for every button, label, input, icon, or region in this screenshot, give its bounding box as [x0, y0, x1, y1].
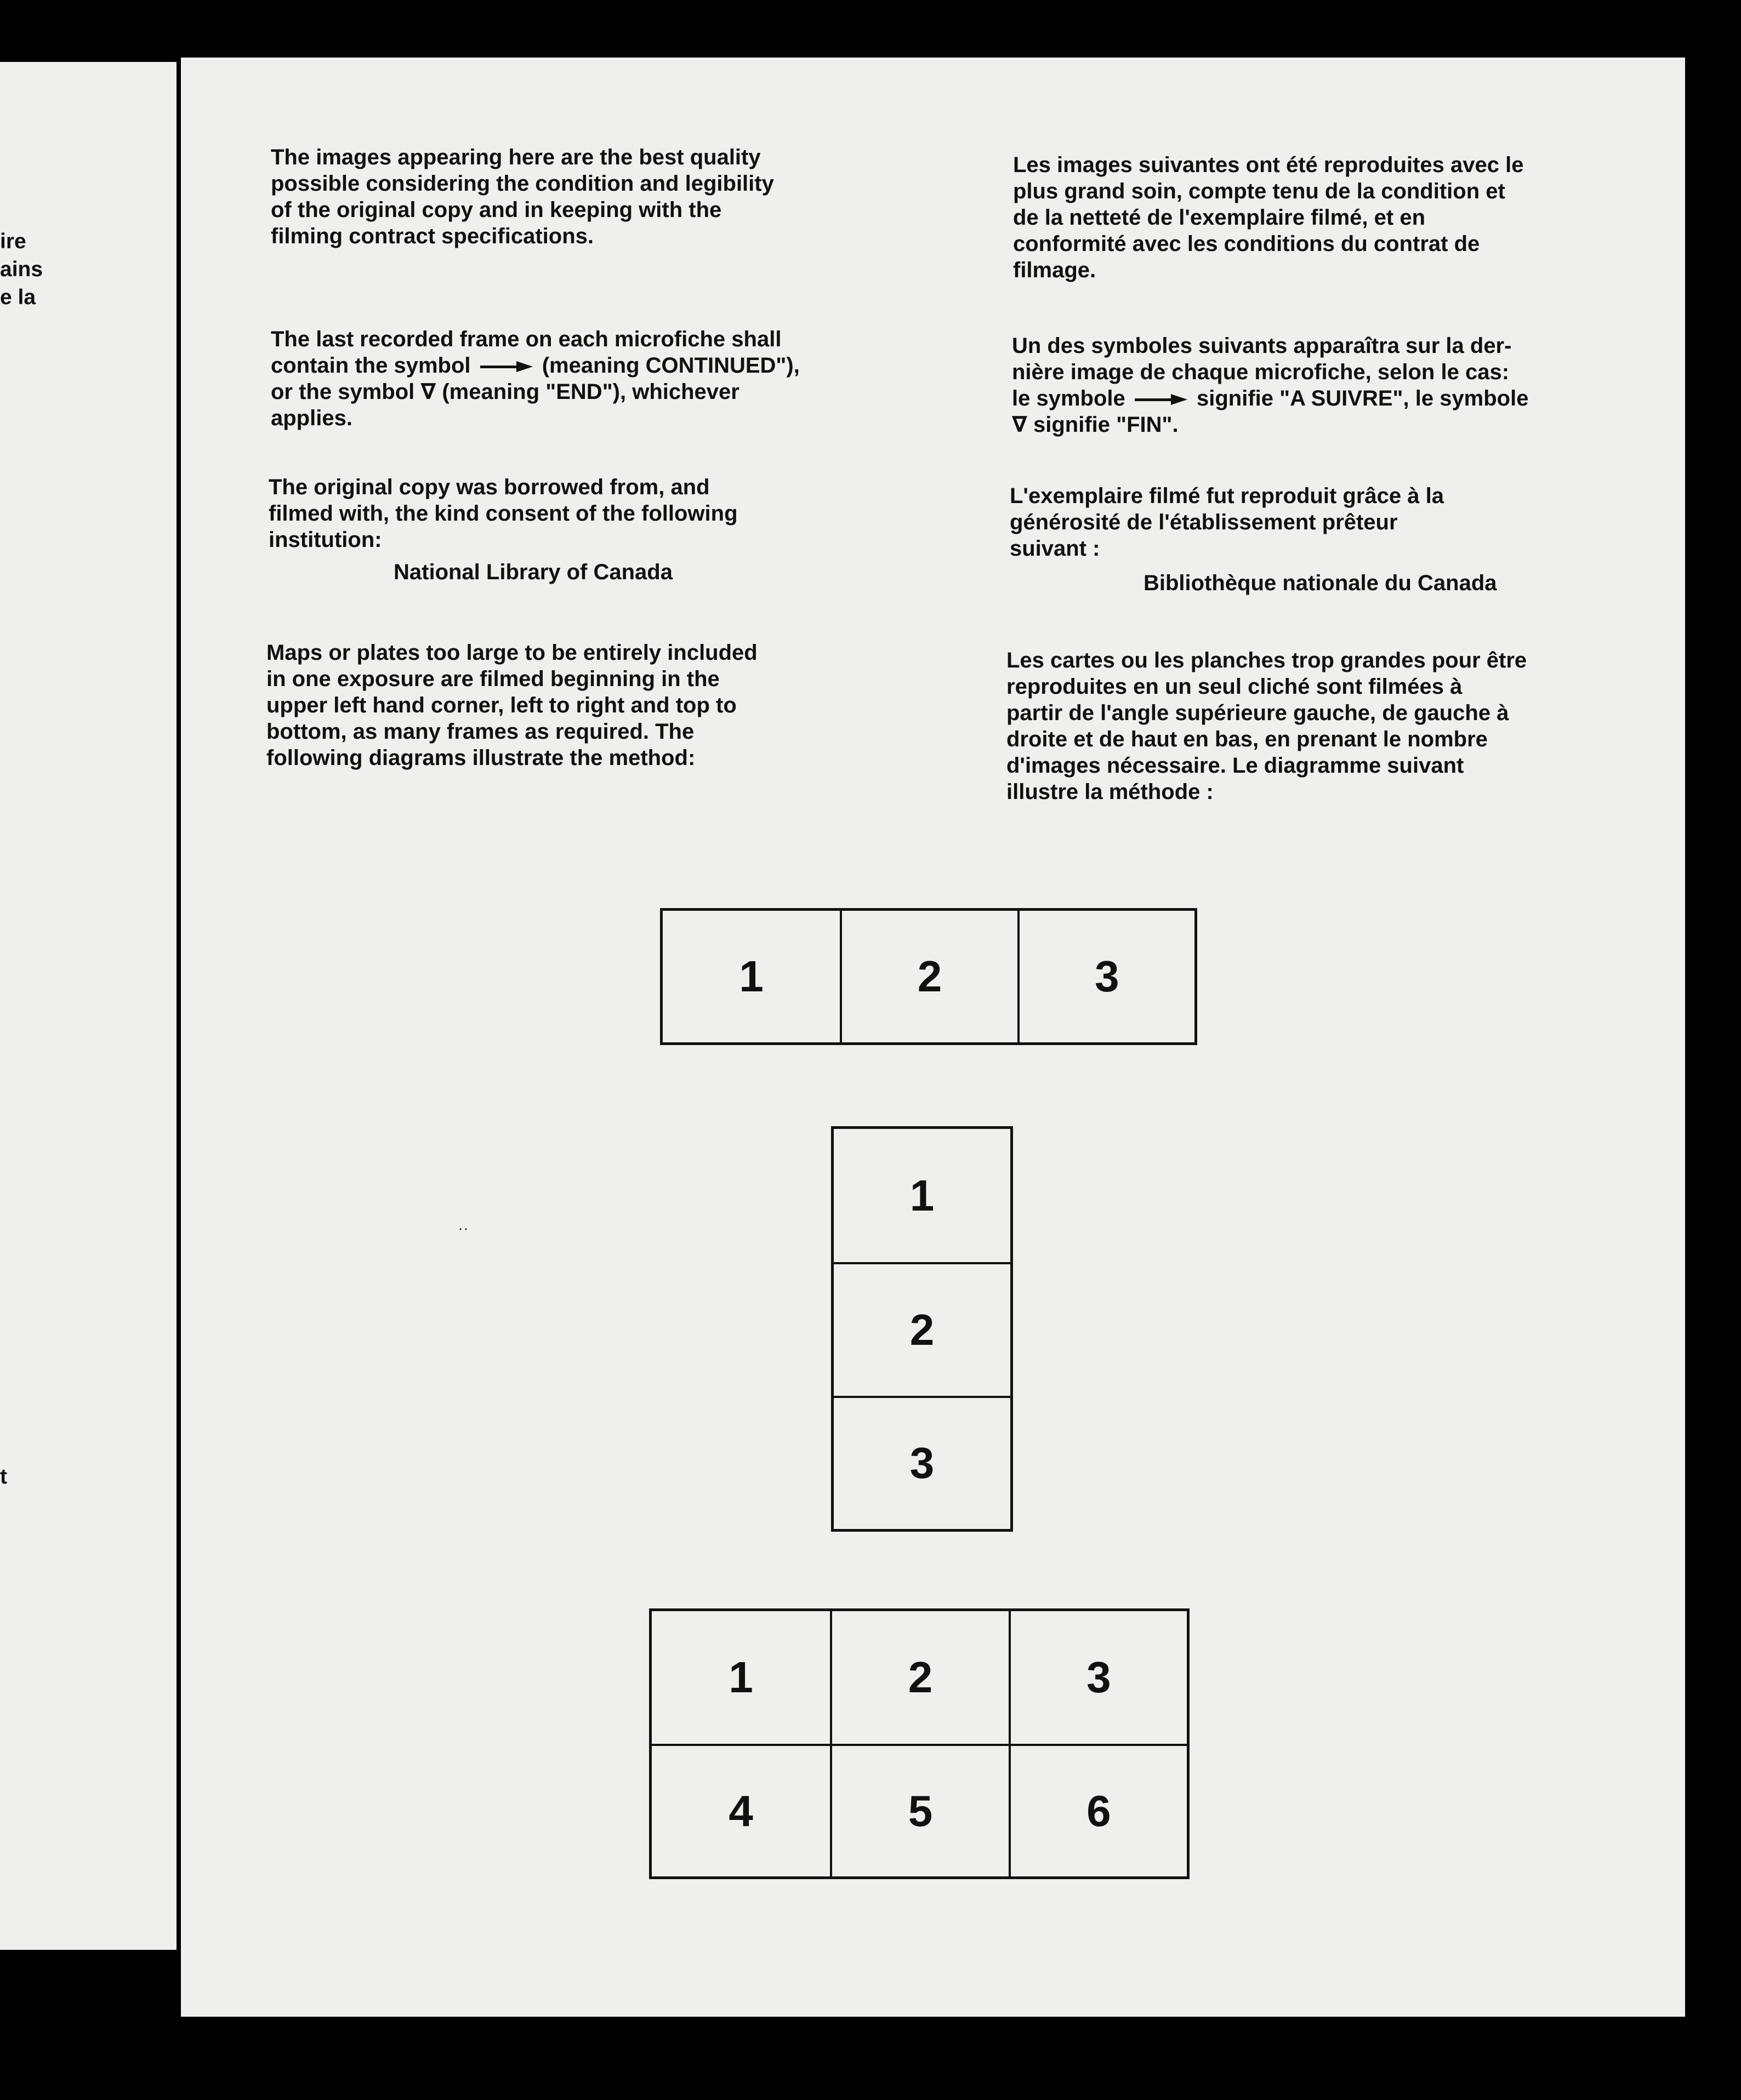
english-paragraph-quality	[271, 144, 774, 249]
text-line: Maps or plates too large to be entirely included	[266, 641, 758, 665]
text-line: suivant :	[1010, 537, 1100, 561]
frame-cell: 1	[739, 952, 764, 1001]
main-page	[181, 58, 1685, 2017]
frame-cell: 2	[834, 1262, 1010, 1395]
text-line: Les cartes ou les planches trop grandes pour être	[1006, 648, 1527, 672]
frame-cell: 1	[729, 1653, 753, 1702]
text-segment: contain the symbol	[271, 353, 477, 378]
text-line: filming contract specifications.	[271, 224, 594, 248]
french-paragraph-maps	[1006, 647, 1527, 805]
text-line: upper left hand corner, left to right and top to	[266, 693, 737, 717]
suivre-arrow-icon	[1135, 394, 1187, 405]
frame-cell: 4	[652, 1744, 830, 1876]
frame-cell: 3	[1017, 911, 1194, 1042]
frame-cell: 5	[830, 1744, 1008, 1876]
text-line: The images appearing here are the best quality	[271, 145, 761, 169]
diagram-horizontal-strip	[660, 908, 1197, 1045]
frame-cell: 3	[834, 1396, 1010, 1529]
text-line: of the original copy and in keeping with the	[271, 198, 722, 222]
text-line: conformité avec les conditions du contrat de	[1013, 232, 1480, 256]
text-line: possible considering the condition and legibility	[271, 172, 774, 196]
left-fragment-bottom: t	[0, 1465, 7, 1488]
text-segment: le symbole	[1012, 386, 1131, 410]
english-paragraph-maps	[266, 640, 758, 771]
french-paragraph-institution	[1010, 483, 1444, 562]
frame-cell: 2	[840, 911, 1017, 1042]
frame-cell: 3	[1009, 1611, 1187, 1744]
text-line	[271, 352, 800, 379]
diagram-grid-2x3	[649, 1608, 1190, 1879]
left-page-fragment	[0, 62, 177, 1950]
left-text-fragments	[0, 227, 43, 311]
text-line: bottom, as many frames as required. The	[266, 720, 695, 744]
speck-marks: ··	[458, 1219, 469, 1237]
text-line: illustre la méthode :	[1006, 780, 1214, 804]
french-paragraph-symbols	[1012, 333, 1528, 438]
left-fragment-line: ains	[0, 258, 43, 281]
text-line: de la netteté de l'exemplaire filmé, et en	[1013, 206, 1426, 230]
text-line: following diagrams illustrate the method:	[266, 746, 696, 770]
text-line: droite et de haut en bas, en prenant le nombre	[1006, 727, 1488, 751]
text-line: Les images suivantes ont été reproduites avec le	[1013, 153, 1524, 177]
left-fragment-line: e la	[0, 286, 36, 309]
english-paragraph-institution	[269, 474, 738, 553]
text-line: partir de l'angle supérieure gauche, de gauche à	[1006, 701, 1509, 725]
text-line: The last recorded frame on each microfiche shall	[271, 327, 782, 351]
text-line	[1012, 385, 1528, 412]
text-line: reproduites en un seul cliché sont filmées à	[1006, 675, 1463, 699]
text-line: plus grand soin, compte tenu de la condition et	[1013, 179, 1505, 203]
text-line: in one exposure are filmed beginning in the	[266, 667, 720, 691]
english-institution-name: National Library of Canada	[394, 560, 673, 584]
text-line: applies.	[271, 406, 352, 430]
frame-cell: 6	[1009, 1744, 1187, 1876]
text-line: filmed with, the kind consent of the following	[269, 501, 738, 526]
frame-cell: 1	[909, 1171, 935, 1220]
text-line: or the symbol ∇ (meaning "END"), whichever	[271, 380, 739, 404]
french-institution-name: Bibliothèque nationale du Canada	[1143, 571, 1497, 595]
left-fragment-line: ire	[0, 230, 26, 253]
text-line: ∇ signifie "FIN".	[1012, 413, 1179, 437]
text-segment: (meaning CONTINUED"),	[536, 353, 800, 378]
text-line: The original copy was borrowed from, and	[269, 475, 710, 499]
continued-arrow-icon	[480, 361, 533, 372]
french-paragraph-quality	[1013, 152, 1523, 283]
text-line: d'images nécessaire. Le diagramme suivant	[1006, 754, 1464, 778]
text-line: générosité de l'établissement prêteur	[1010, 510, 1398, 534]
text-segment: signifie "A SUIVRE", le symbole	[1190, 386, 1529, 410]
text-line: nière image de chaque microfiche, selon le cas:	[1012, 360, 1510, 384]
text-line: Un des symboles suivants apparaîtra sur la der-	[1012, 334, 1512, 358]
text-line: L'exemplaire filmé fut reproduit grâce à la	[1010, 484, 1444, 508]
text-line: filmage.	[1013, 258, 1096, 282]
text-line: institution:	[269, 528, 382, 552]
diagram-vertical-strip	[831, 1126, 1013, 1532]
frame-cell: 2	[830, 1611, 1008, 1744]
english-paragraph-symbols	[271, 326, 800, 431]
